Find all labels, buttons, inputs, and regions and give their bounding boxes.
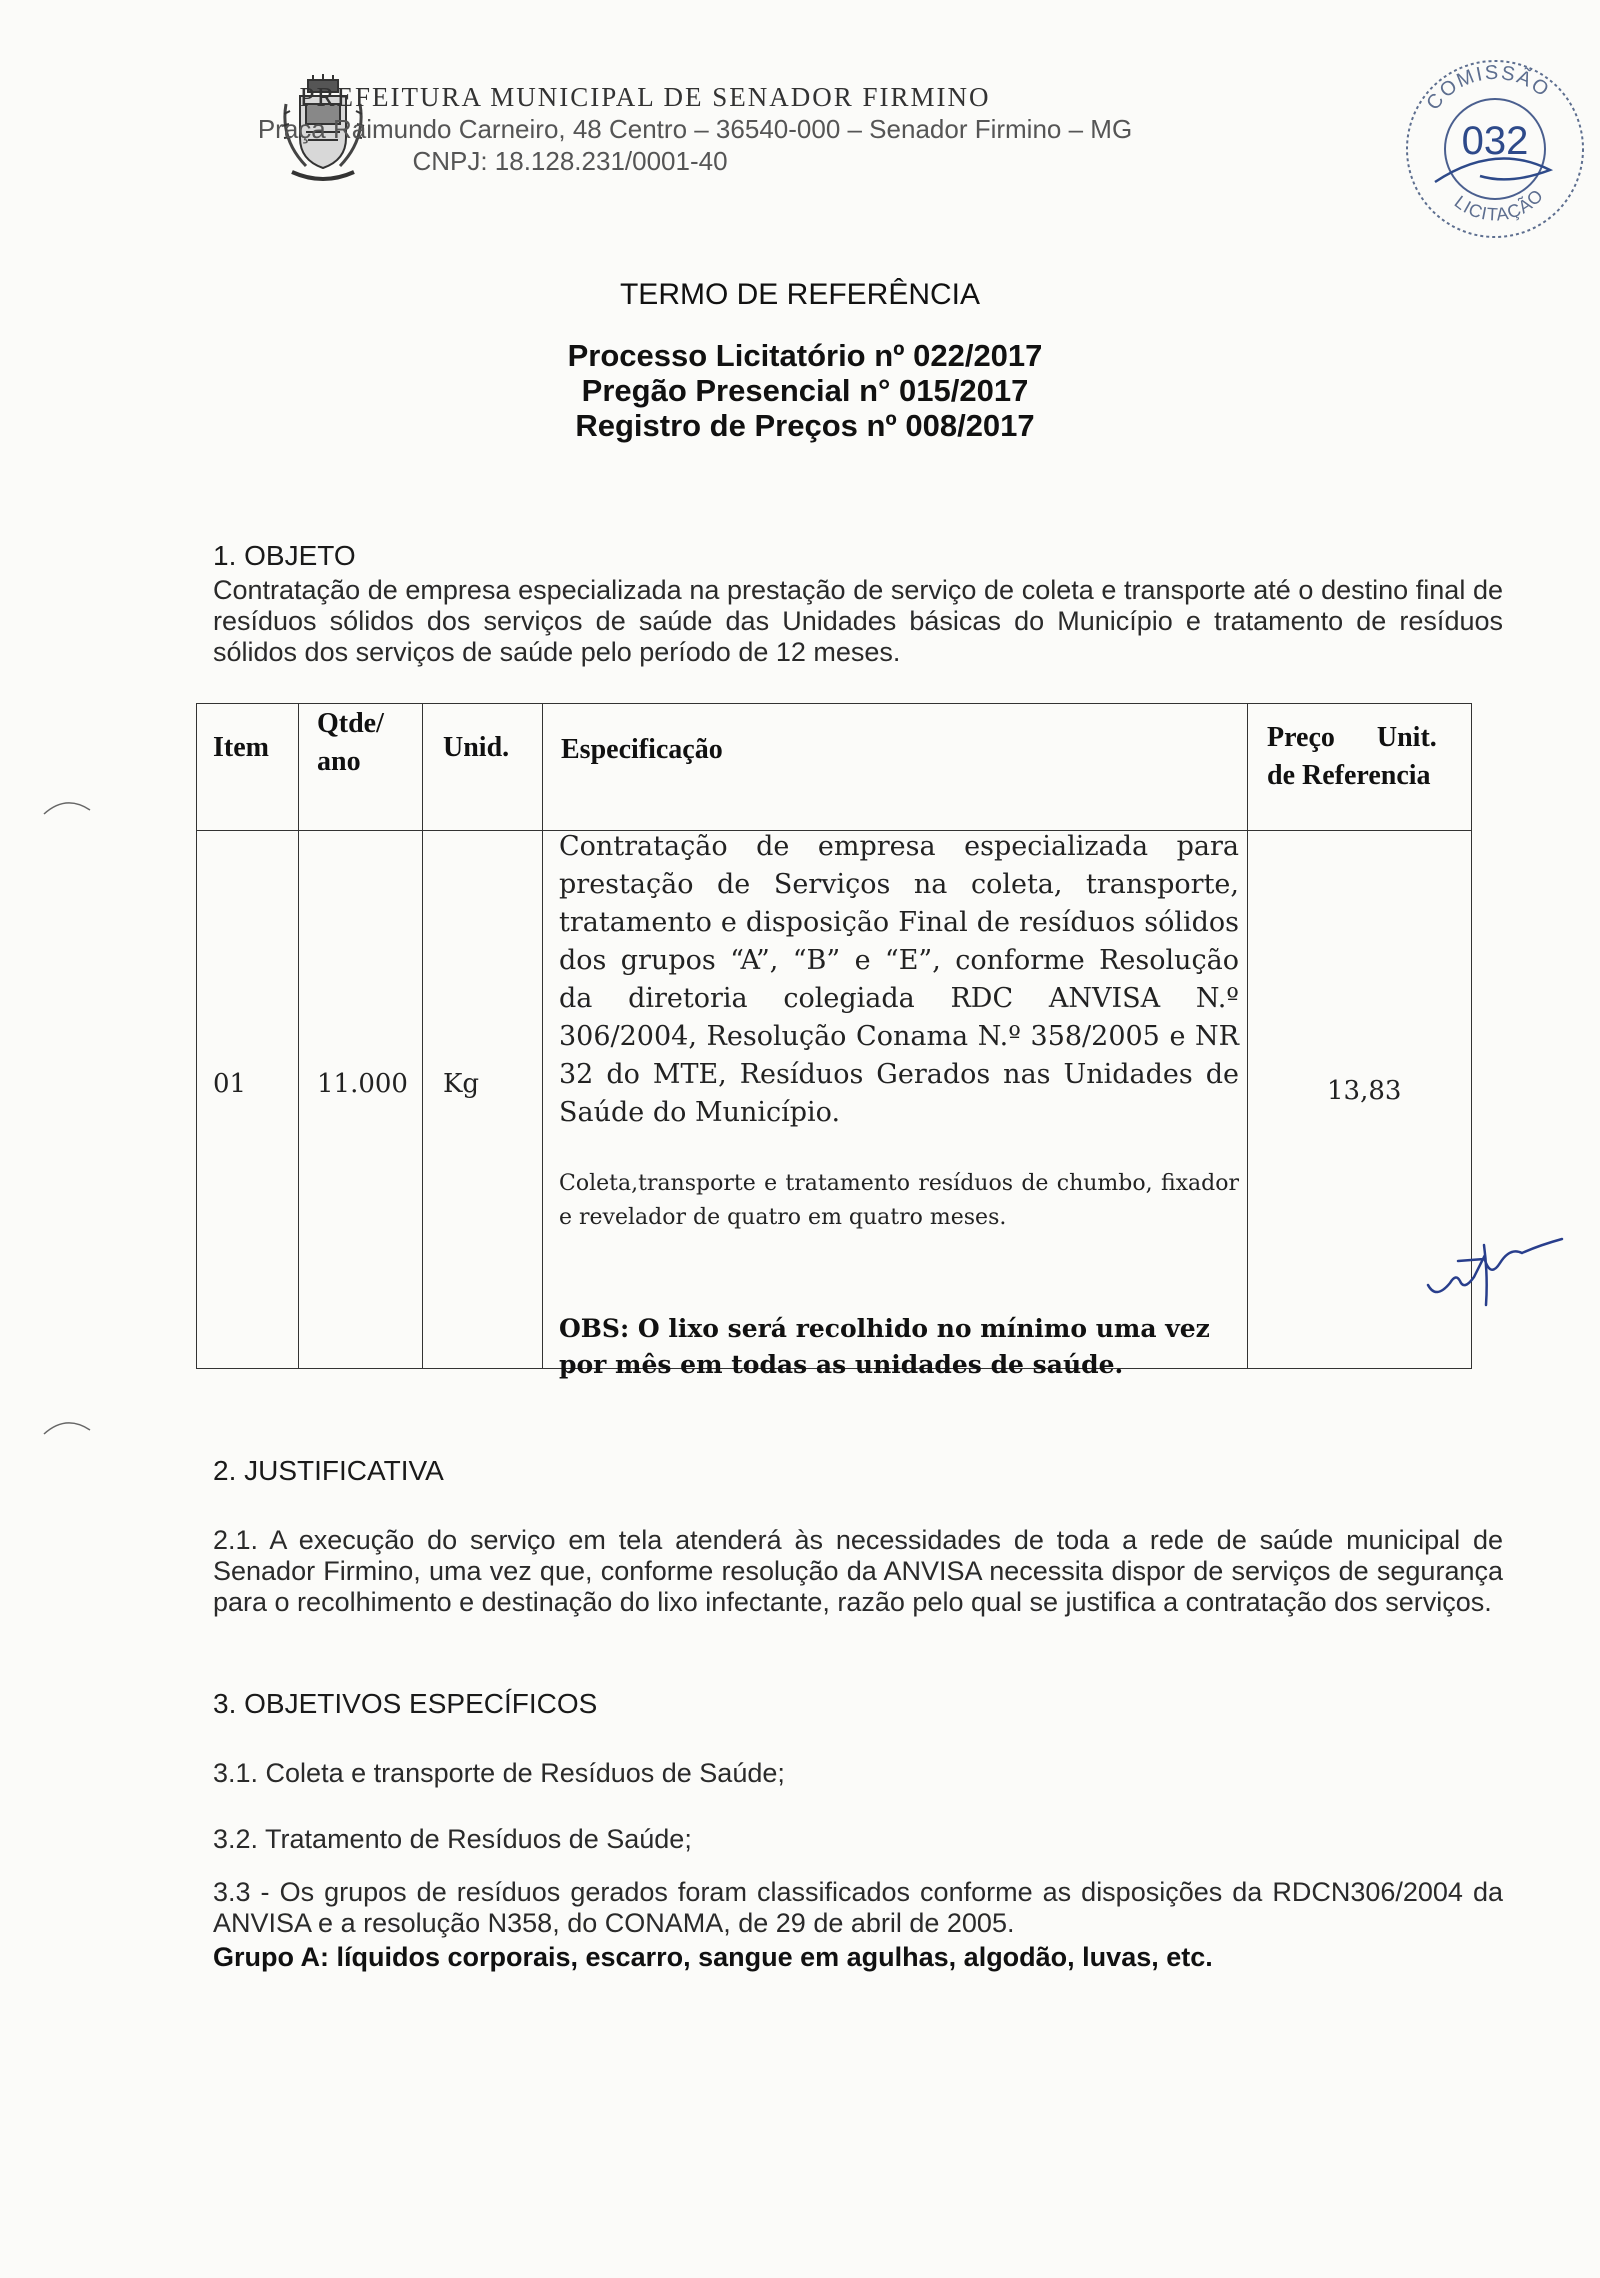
grupo-a-text: Grupo A: líquidos corporais, escarro, sangue em agulhas, algodão, luvas, etc. [213,1942,1213,1972]
section-objeto-heading: 1. OBJETO [213,540,356,571]
col-header-price: Preço Unit. [1267,722,1437,753]
col-header-qtde-ano: ano [317,746,361,777]
objetivo-3-2: 3.2. Tratamento de Resíduos de Saúde; [213,1824,692,1854]
cell-price: 13,83 [1327,1076,1402,1106]
col-header-item: Item [213,732,269,763]
header-cnpj: CNPJ: 18.128.231/0001-40 [412,146,728,176]
col-header-unid: Unid. [443,732,510,763]
section-justificativa-text: 2.1. A execução do serviço em tela atenderá às necessidades de toda a rede de saúde municipal de Senador Firmino, uma vez que, conforme resolução da ANVISA necessita dispor de serviços de segurança para o recolhimento e destinação do lixo infectante, razão pelo qual se justifica a contratação dos serviços. [213,1525,1503,1617]
commission-stamp [1395,54,1595,244]
objetivo-3-3: 3.3 - Os grupos de resíduos gerados foram classificados conforme as disposições da RDCN306/2004 da ANVISA e a resolução N358, do CONAMA, de 29 de abril de 2005. [213,1877,1503,1938]
col-header-qtde: Qtde/ [317,708,384,739]
margin-mark [42,1418,92,1438]
reference-process: Processo Licitatório nº 022/2017 [567,338,1043,373]
stamp-top-text: COMISSÃO [1422,61,1555,115]
cell-spec-obs: OBS: O lixo será recolhido no mínimo uma vez por mês em todas as unidades de saúde. [559,1314,1210,1379]
section-justificativa-heading: 2. JUSTIFICATIVA [213,1455,444,1486]
col-header-price-ref: de Referencia [1267,760,1431,791]
header-org-name: PREFEITURA MUNICIPAL DE SENADOR FIRMINO [299,82,991,112]
cell-item: 01 [213,1069,247,1099]
items-table [196,703,1472,1379]
stamp-number: 032 [1461,119,1529,163]
svg-text:LICITAÇÃO [1451,185,1548,225]
margin-mark [42,798,92,818]
cell-unid: Kg [443,1069,480,1099]
document-title: TERMO DE REFERÊNCIA [619,278,981,311]
section-objetivos-heading: 3. OBJETIVOS ESPECÍFICOS [213,1688,598,1719]
cell-spec-main: Contratação de empresa especializada para prestação de Serviços na coleta, transporte, tratamento e disposição Final de resíduos sólidos dos grupos “A”, “B” e “E”, conforme Resolução da diretoria colegiada RDC ANVISA N.º 306/2004, Resolução Conama N.º 358/2005 e NR 32 do MTE, Resíduos Gerados nas Unidades de Saúde do Município. [559,831,1239,1128]
objetivo-3-1: 3.1. Coleta e transporte de Resíduos de Saúde; [213,1758,785,1788]
section-objeto-text: Contratação de empresa especializada na prestação de serviço de coleta e transporte até o destino final de resíduos sólidos dos serviços de saúde das Unidades básicas do Município e tratamento de resíduos sólidos dos serviços de saúde pelo período de 12 meses. [213,575,1503,667]
reference-pregao: Pregão Presencial n° 015/2017 [581,373,1029,408]
reference-registro: Registro de Preços nº 008/2017 [575,408,1035,443]
cell-qtde: 11.000 [317,1069,408,1099]
cell-spec-sub: Coleta,transporte e tratamento resíduos de chumbo, fixador e revelador de quatro em quatro meses. [559,1171,1239,1230]
svg-text:COMISSÃO [1422,62,1554,115]
header-address: Praça Raimundo Carneiro, 48 Centro – 36540-000 – Senador Firmino – MG [257,114,1133,144]
stamp-bottom-text: LICITAÇÃO [1450,184,1548,225]
col-header-spec: Especificação [561,734,723,765]
handwritten-initials [1418,1205,1598,1315]
